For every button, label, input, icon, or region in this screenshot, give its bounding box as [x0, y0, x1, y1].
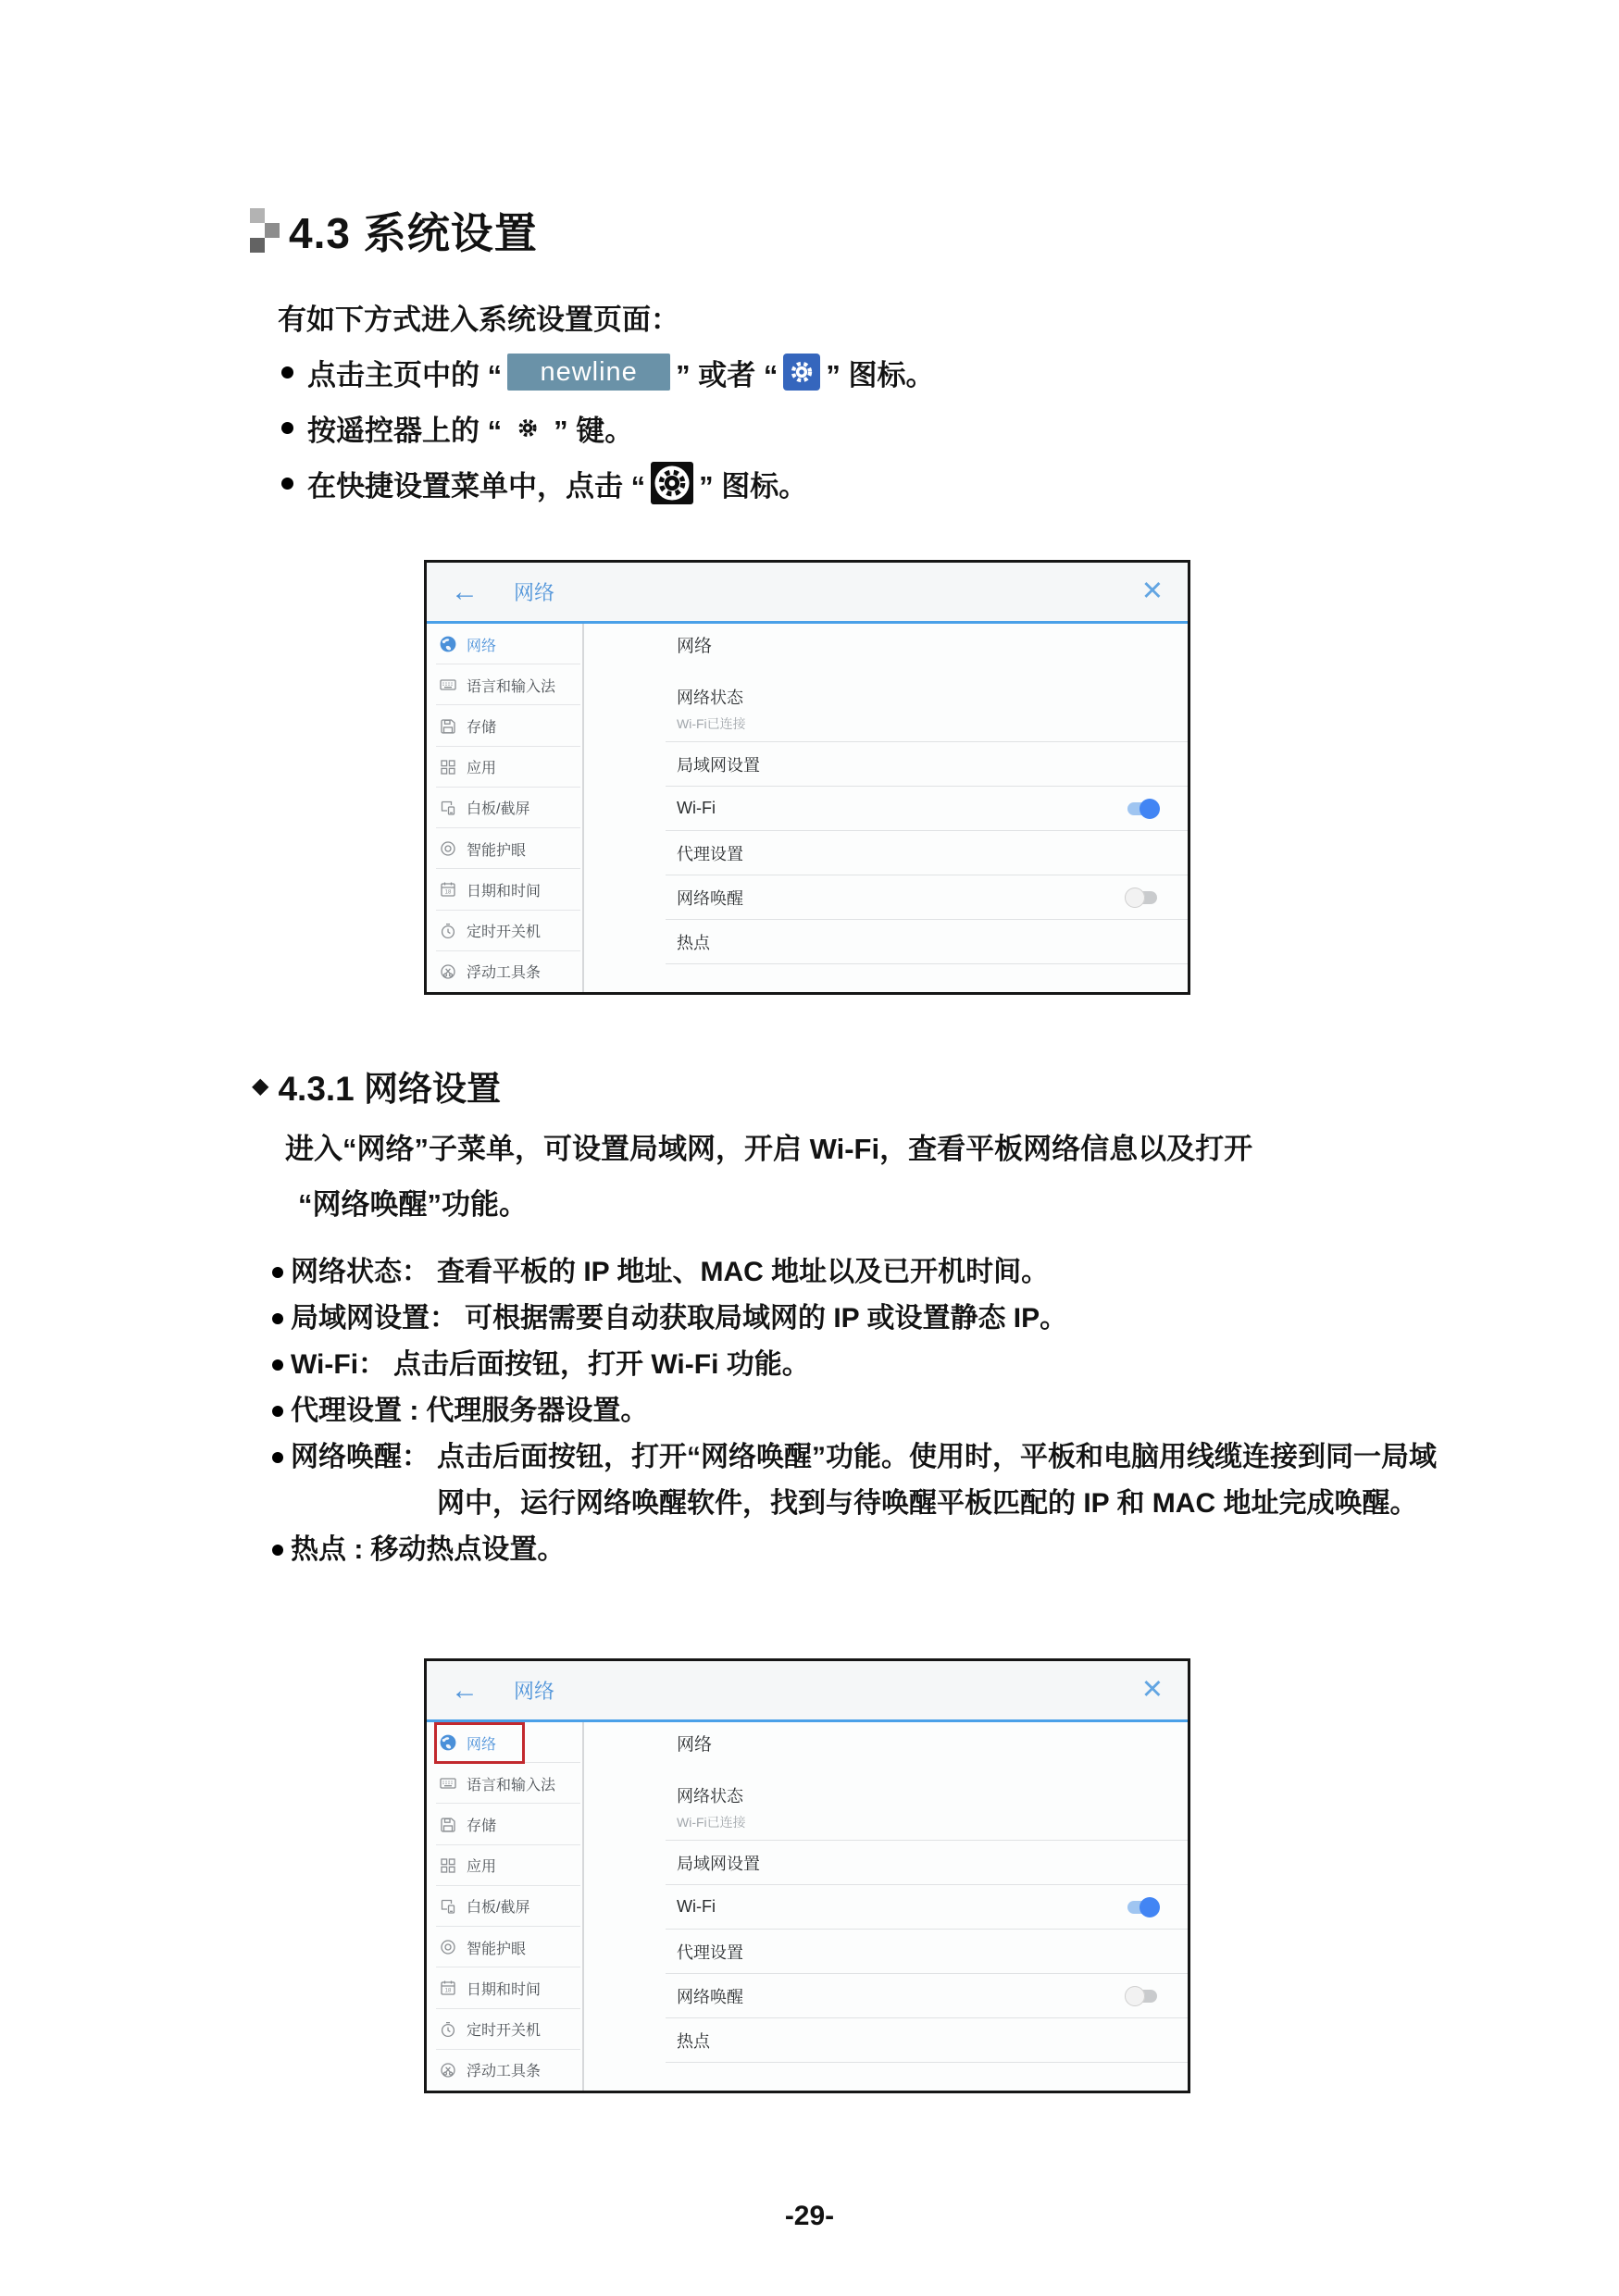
text-run: 功能。使用时，平板和电脑用线缆连接到同一局域网中，运行网络唤醒软件，找到与待唤醒平板匹配的 IP 和 MAC 地址完成唤醒。 — [437, 1442, 1437, 1519]
settings-body — [427, 1722, 1188, 2091]
row-label: 局域网设置 — [677, 755, 760, 775]
sidebar-item-power-schedule[interactable] — [427, 911, 582, 951]
subsection-title: 4.3.1 网络设置 — [278, 1070, 502, 1108]
sidebar-item-eye-protection[interactable] — [427, 1927, 582, 1967]
keyboard-icon — [439, 1774, 457, 1793]
sidebar-item-label: 语言和输入法 — [467, 678, 556, 695]
bullet-text: 点击主页中的 “ — [307, 358, 503, 391]
text-run: “网络唤醒” — [298, 1188, 442, 1221]
apps-icon — [439, 1856, 457, 1875]
sidebar-item-whiteboard-screenshot[interactable] — [427, 788, 582, 828]
sidebar-item-network[interactable] — [427, 1722, 582, 1763]
floating-toolbar-icon — [439, 2061, 457, 2079]
whiteboard-icon — [439, 799, 457, 817]
sidebar-item-language-input[interactable] — [427, 664, 582, 705]
wifi-toggle[interactable] — [1125, 798, 1160, 820]
feature-item-lan-settings — [272, 1296, 1440, 1342]
settings-gear-black-icon — [651, 462, 693, 504]
feature-desc — [437, 1249, 1440, 1296]
bullet-dot — [281, 366, 293, 379]
bullet-dot — [272, 1267, 283, 1278]
text-run: 点击后面按钮，打开 Wi-Fi 功能。 — [393, 1349, 810, 1380]
globe-icon — [439, 635, 457, 653]
sidebar-item-date-time[interactable] — [427, 869, 582, 910]
feature-item-hotspot — [272, 1527, 1440, 1573]
feature-desc — [437, 1434, 1440, 1527]
wol-toggle[interactable] — [1125, 887, 1160, 909]
bullet-text: ” 图标。 — [699, 469, 808, 503]
text-run: 点击后面按钮，打开 — [437, 1442, 687, 1472]
toggle-knob — [1140, 799, 1160, 819]
sidebar-item-label: 定时开关机 — [467, 2023, 542, 2040]
settings-header — [427, 1661, 1188, 1719]
bullet-text: ” 键。 — [554, 414, 634, 447]
bullet-dot — [272, 1545, 283, 1556]
eye-icon — [439, 839, 457, 858]
feature-desc — [370, 1527, 1440, 1573]
row-label: 局域网设置 — [677, 1854, 760, 1873]
text-run: “网络” — [342, 1133, 429, 1165]
bullet-dot — [272, 1406, 283, 1417]
sidebar-item-label: 存储 — [467, 720, 497, 737]
bullet-dot — [281, 422, 293, 434]
diamond-marker-icon: ◆ — [252, 1073, 269, 1098]
pixel-squares-icon — [246, 206, 281, 254]
sidebar-item-label: 智能护眼 — [467, 1941, 527, 1957]
text-run: 代理服务器设置。 — [426, 1396, 649, 1426]
row-label: 热点 — [677, 933, 710, 952]
toggle-knob — [1125, 1986, 1145, 2006]
storage-icon — [439, 1816, 457, 1834]
toggle-knob — [1125, 887, 1145, 908]
whiteboard-icon — [439, 1897, 457, 1916]
settings-content — [584, 624, 1188, 992]
feature-term: 热点 : — [291, 1534, 364, 1565]
apps-icon — [439, 758, 457, 776]
bullet-dot — [272, 1359, 283, 1371]
sidebar-item-floating-toolbar[interactable] — [427, 2050, 582, 2091]
section-intro: 有如下方式进入系统设置页面： — [278, 304, 679, 336]
bullet-dot — [272, 1452, 283, 1463]
settings-sidebar — [427, 624, 584, 992]
sidebar-item-language-input[interactable] — [427, 1763, 582, 1804]
row-label: 网络状态 — [677, 689, 743, 707]
row-label: 热点 — [677, 2031, 710, 2051]
bullet-dot — [281, 478, 293, 490]
settings-gear-blue-icon — [783, 354, 820, 391]
wifi-row[interactable] — [666, 787, 1188, 831]
power-timer-icon — [439, 922, 457, 940]
feature-desc — [465, 1296, 1440, 1342]
feature-term: 网络状态： — [291, 1257, 430, 1287]
row-label: Wi-Fi — [677, 799, 716, 817]
entry-method-list — [281, 344, 934, 511]
wol-row[interactable] — [666, 875, 1188, 920]
calendar-icon — [439, 1979, 457, 1997]
network-status-row[interactable] — [666, 664, 1188, 742]
wifi-toggle[interactable] — [1125, 1896, 1160, 1918]
lan-settings-row[interactable] — [666, 1841, 1188, 1885]
text-run: 移动热点设置。 — [370, 1534, 566, 1565]
text-run: 功能。 — [442, 1188, 528, 1221]
remote-settings-key-icon — [511, 416, 544, 441]
row-label: 代理设置 — [677, 1942, 743, 1962]
section-title: 4.3 系统设置 — [289, 209, 538, 257]
eye-icon — [439, 1938, 457, 1956]
hotspot-row[interactable] — [666, 920, 1188, 964]
sidebar-item-label: 应用 — [467, 761, 497, 777]
floating-toolbar-icon — [439, 962, 457, 981]
highlight-box — [434, 1722, 525, 1764]
settings-body — [427, 624, 1188, 992]
entry-method-item-remote — [281, 400, 934, 455]
feature-desc — [426, 1388, 1440, 1434]
network-status-row[interactable] — [666, 1763, 1188, 1841]
sidebar-item-network[interactable] — [427, 624, 582, 664]
power-timer-icon — [439, 2020, 457, 2039]
row-label: Wi-Fi — [677, 1897, 716, 1916]
feature-item-proxy — [272, 1388, 1440, 1434]
content-title: 网络 — [677, 1734, 713, 1755]
feature-term: 局域网设置： — [291, 1303, 457, 1334]
sidebar-item-storage[interactable] — [427, 705, 582, 746]
text-run: 可根据需要自动获取局域网的 IP 或设置静态 IP。 — [465, 1303, 1068, 1334]
feature-item-wol — [272, 1434, 1440, 1527]
row-label: 代理设置 — [677, 844, 743, 863]
sidebar-item-floating-toolbar[interactable] — [427, 951, 582, 992]
feature-term: 代理设置 : — [291, 1396, 419, 1426]
settings-sidebar — [427, 1722, 584, 2091]
bullet-text: 在快捷设置菜单中，点击 “ — [307, 469, 646, 503]
sidebar-item-storage[interactable] — [427, 1804, 582, 1844]
text-run: 子菜单，可设置局域网，开启 Wi-Fi，查看平板网络信息以及打开 — [429, 1133, 1253, 1165]
svg-text:18: 18 — [444, 890, 452, 897]
sidebar-item-apps[interactable] — [427, 747, 582, 788]
row-label: 网络唤醒 — [677, 1987, 743, 2006]
settings-content — [584, 1722, 1188, 2091]
wol-row[interactable] — [666, 1974, 1188, 2018]
feature-term: Wi-Fi： — [291, 1349, 387, 1380]
settings-header — [427, 563, 1188, 621]
sidebar-item-power-schedule[interactable] — [427, 2009, 582, 2050]
text-run: 进入 — [285, 1133, 342, 1165]
close-icon[interactable]: ✕ — [1140, 577, 1164, 606]
row-sublabel: Wi-Fi已连接 — [677, 716, 746, 731]
sidebar-item-label: 浮动工具条 — [467, 2064, 542, 2080]
svg-text:18: 18 — [444, 1989, 452, 1995]
paragraph-line — [285, 1177, 1451, 1233]
page-number: -29- — [784, 2201, 835, 2231]
settings-screenshot-highlighted — [424, 1658, 1190, 2093]
wol-toggle[interactable] — [1125, 1985, 1160, 2007]
sidebar-item-label: 应用 — [467, 1859, 497, 1876]
bullet-text: ” 图标。 — [826, 358, 935, 391]
sidebar-item-label: 网络 — [467, 638, 497, 654]
row-label: 网络唤醒 — [677, 888, 743, 908]
row-label: 网络状态 — [677, 1787, 743, 1806]
sidebar-item-label: 存储 — [467, 1818, 497, 1835]
sidebar-item-label: 白板/截屏 — [467, 801, 530, 818]
sidebar-item-label: 日期和时间 — [467, 883, 542, 900]
feature-item-network-status — [272, 1249, 1440, 1296]
toggle-knob — [1140, 1897, 1160, 1917]
sidebar-item-label: 日期和时间 — [467, 1981, 542, 1998]
entry-method-item-quickmenu — [281, 455, 934, 511]
keyboard-icon — [439, 676, 457, 694]
settings-page-title: 网络 — [514, 1680, 555, 1703]
newline-logo: newline — [507, 354, 670, 391]
sidebar-item-label: 定时开关机 — [467, 925, 542, 941]
close-icon[interactable]: ✕ — [1140, 1675, 1164, 1705]
calendar-icon — [439, 880, 457, 899]
subsection-paragraph — [285, 1122, 1451, 1233]
sidebar-item-whiteboard-screenshot[interactable] — [427, 1886, 582, 1927]
back-arrow-icon[interactable]: ← — [451, 576, 479, 607]
sidebar-item-label: 智能护眼 — [467, 842, 527, 859]
paragraph-line — [285, 1122, 1451, 1177]
sidebar-item-label: 浮动工具条 — [467, 965, 542, 982]
sidebar-item-date-time[interactable] — [427, 1967, 582, 2008]
storage-icon — [439, 717, 457, 736]
sidebar-item-label: 语言和输入法 — [467, 1777, 556, 1793]
wifi-row[interactable] — [666, 1885, 1188, 1930]
sidebar-item-label: 白板/截屏 — [467, 1900, 530, 1917]
settings-page-title: 网络 — [514, 581, 555, 604]
sidebar-item-apps[interactable] — [427, 1845, 582, 1886]
proxy-row[interactable] — [666, 1930, 1188, 1974]
proxy-row[interactable] — [666, 831, 1188, 875]
bullet-dot — [272, 1313, 283, 1324]
content-title: 网络 — [677, 636, 713, 656]
sidebar-item-label: 网络 — [467, 1736, 497, 1753]
subsection-heading — [252, 1061, 501, 1111]
feature-term: 网络唤醒： — [291, 1442, 430, 1472]
settings-screenshot — [424, 560, 1190, 995]
text-run: “网络唤醒” — [687, 1442, 826, 1472]
hotspot-row[interactable] — [666, 2018, 1188, 2063]
feature-list — [272, 1249, 1440, 1573]
back-arrow-icon[interactable]: ← — [451, 1674, 479, 1706]
row-sublabel: Wi-Fi已连接 — [677, 1815, 746, 1830]
section-heading — [246, 200, 538, 261]
lan-settings-row[interactable] — [666, 742, 1188, 787]
bullet-text: 按遥控器上的 “ — [307, 414, 503, 447]
text-run: 查看平板的 IP 地址、MAC 地址以及已开机时间。 — [437, 1257, 1050, 1287]
sidebar-item-eye-protection[interactable] — [427, 828, 582, 869]
feature-item-wifi — [272, 1342, 1440, 1388]
feature-desc — [393, 1342, 1440, 1388]
entry-method-item-home — [281, 344, 934, 400]
bullet-text: ” 或者 “ — [676, 358, 778, 391]
